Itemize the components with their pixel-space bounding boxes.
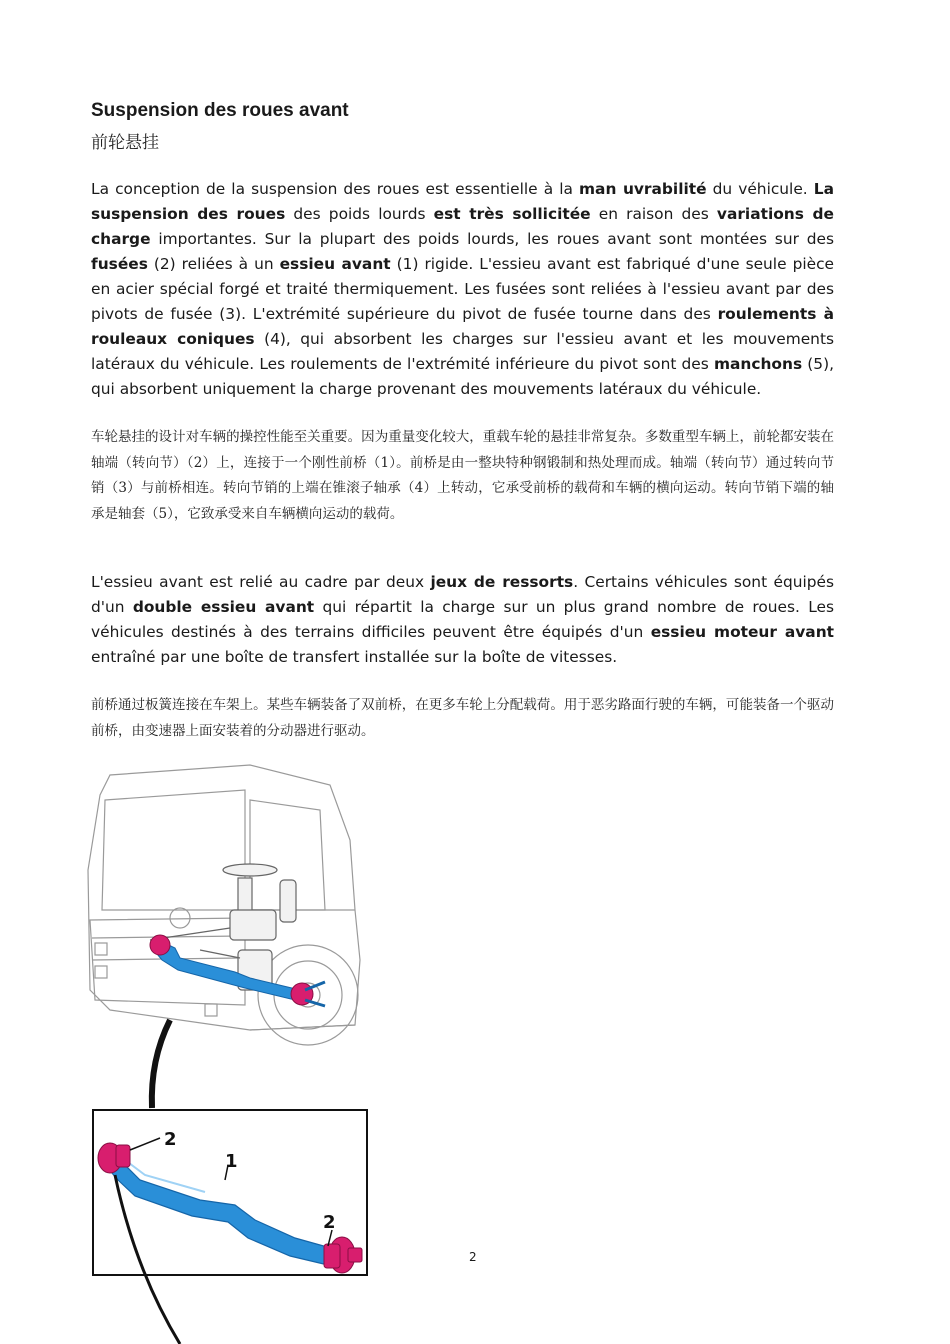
bold-term: double essieu avant	[132, 598, 315, 616]
truck-front-axle-illustration	[80, 760, 380, 1344]
bold-term: essieu avant	[279, 255, 391, 273]
paragraph-fr-2	[91, 570, 834, 670]
text-run: La conception de la suspension des roues est essentielle à la	[91, 180, 580, 198]
callout-label-1: 1	[225, 1151, 238, 1172]
paragraph-zh-1: 车轮悬挂的设计对车辆的操控性能至关重要。因为重量变化较大，重载车轮的悬挂非常复杂。多数重型车辆上，前轮都安装在轴端（转向节）（2）上，连接于一个刚性前桥（1）。前桥是由一整块特种钢锻制和热处理而成。轴端（转向节）通过转向节销（3）与前桥相连。转向节销的上端在锥滚子轴承（4）上转动，它承受前桥的载荷和车辆的横向运动。转向节销下端的轴承是轴套（5），它致承受来自车辆横向运动的载荷。	[91, 429, 834, 522]
section-subtitle-zh: 前轮悬挂	[91, 133, 159, 153]
paragraph-zh-2: 前桥通过板簧连接在车架上。某些车辆装备了双前桥，在更多车轮上分配载荷。用于恶劣路面行驶的车辆，可能装备一个驱动前桥，由变速器上面安装着的分动器进行驱动。	[91, 697, 834, 739]
text-run: L'essieu avant est relié au cadre par deux	[91, 573, 431, 591]
bold-term: jeux de ressorts	[430, 573, 574, 591]
text-run: (1) rigide. L'essieu avant est fabriqué d'une seule pièce en acier spécial forgé et traité thermiquement. Les fusées sont reliées à l'essieu avant par des pivots de fusée (3). L'extrémité supérieure du pivot de fusée tourne dans des	[91, 255, 835, 323]
bold-term: manchons	[713, 355, 803, 373]
callout-label-2-left: 2	[164, 1129, 177, 1150]
paragraph-fr-1	[91, 177, 834, 402]
text-run: qui répartit la charge sur un plus grand nombre de roues. Les véhicules destinés à des terrains difficiles peuvent être équipés d'un	[91, 598, 834, 641]
text-run: . Certains véhicules sont équipés d'un	[91, 573, 834, 616]
front-axle-in-truck	[152, 940, 305, 1000]
callout-connector-line	[152, 1020, 170, 1108]
text-run: entraîné par une boîte de transfert installée sur la boîte de vitesses.	[91, 648, 618, 666]
text-run: importantes. Sur la plupart des poids lourds, les roues avant sont montées sur des	[150, 230, 834, 248]
section-title: Suspension des roues avant	[91, 100, 349, 121]
bold-term: est très sollicitée	[433, 205, 591, 223]
text-run: du véhicule.	[706, 180, 814, 198]
text-run: (2) reliées à un	[147, 255, 280, 273]
callout-label-2-right: 2	[323, 1212, 336, 1233]
bold-term: essieu moteur avant	[650, 623, 835, 641]
text-run: en raison des	[590, 205, 717, 223]
text-run: (5), qui absorbent uniquement la charge provenant des mouvements latéraux du véhicule.	[91, 355, 834, 398]
bold-term: variations de charge	[91, 205, 834, 248]
bold-term: fusées	[91, 255, 148, 273]
bold-term: La suspension des roues	[91, 180, 834, 223]
hub-left-small	[150, 935, 170, 955]
bold-term: roulements à rouleaux coniques	[91, 305, 835, 348]
bold-term: man uvrabilité	[579, 180, 707, 198]
page-number: 2	[469, 1250, 477, 1264]
text-run: (4), qui absorbent les charges sur l'essieu avant et les mouvements latéraux du véhicule. Les roulements de l'extrémité inférieure du pivot sont des	[91, 330, 834, 373]
text-run: des poids lourds	[285, 205, 434, 223]
